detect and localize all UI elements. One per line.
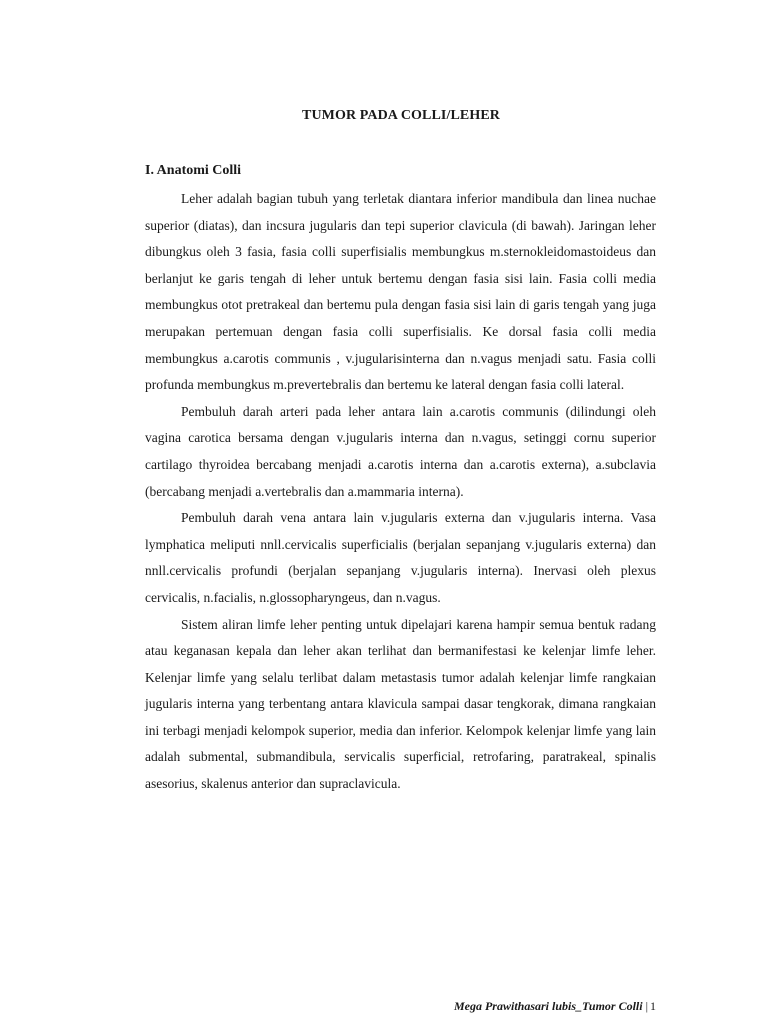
section-heading: I. Anatomi Colli [145, 163, 242, 178]
body-text [145, 186, 656, 798]
paragraph-arteries: Pembuluh darah arteri pada leher antara lain a.carotis communis (dilindungi oleh vagina carotica bersama dengan v.jugularis interna dan n.vagus, setinggi cornu superior cartilago thyroidea bercabang menjadi a.carotis interna dan a.carotis externa), a.subclavia (bercabang menjadi a.vertebralis dan a.mammaria interna). [145, 403, 656, 499]
footer-author: Mega Prawithasari lubis_Tumor Colli [453, 999, 643, 1013]
paragraph-anatomy: Leher adalah bagian tubuh yang terletak diantara inferior mandibula dan linea nuchae superior (diatas), dan incsura jugularis dan tepi superior clavicula (di bawah). Jaringan leher dibungkus oleh 3 fasia, fasia colli superfisialis membungkus m.sternokleidomastoideus dan berlanjut ke garis tengah di leher untuk bertemu dengan fasia sisi lain. Fasia colli media membungkus otot pretrakeal dan bertemu pula dengan fasia sisi lain di garis tengah yang juga merupakan pertemuan dengan fasia colli superfisialis. Ke dorsal fasia colli media membungkus a.carotis communis , v.jugularisinterna dan n.vagus menjadi satu. Fasia colli profunda membungkus m.prevertebralis dan bertemu ke lateral dengan fasia colli lateral. [145, 191, 656, 393]
footer-separator: | [645, 999, 648, 1013]
paragraph-lymph: Sistem aliran limfe leher penting untuk dipelajari karena hampir semua bentuk radang atau keganasan kepala dan leher akan terlihat dan bermanifestasi ke kelenjar limfe leher. Kelenjar limfe yang selalu terlibat dalam metastasis tumor adalah kelenjar limfe rangkaian jugularis interna yang terbentang antara klavicula sampai dasar tengkorak, dimana rangkaian ini terbagi menjadi kelompok superior, media dan inferior. Kelompok kelenjar limfe yang lain adalah submental, submandibula, servicalis superficial, retrofaring, paratrakeal, spinalis asesorius, skalenus anterior dan supraclavicula. [145, 616, 656, 792]
page-footer [454, 999, 656, 1014]
document-title: TUMOR PADA COLLI/LEHER [302, 108, 500, 123]
page-number: 1 [650, 999, 656, 1013]
paragraph-veins: Pembuluh darah vena antara lain v.jugularis externa dan v.jugularis interna. Vasa lymphatica meliputi nnll.cervicalis superficialis (berjalan sepanjang v.jugularis externa) dan nnll.cervicalis profundi (berjalan sepanjang v.jugularis interna). Inervasi oleh plexus cervicalis, n.facialis, n.glossopharyngeus, dan n.vagus. [145, 510, 656, 605]
